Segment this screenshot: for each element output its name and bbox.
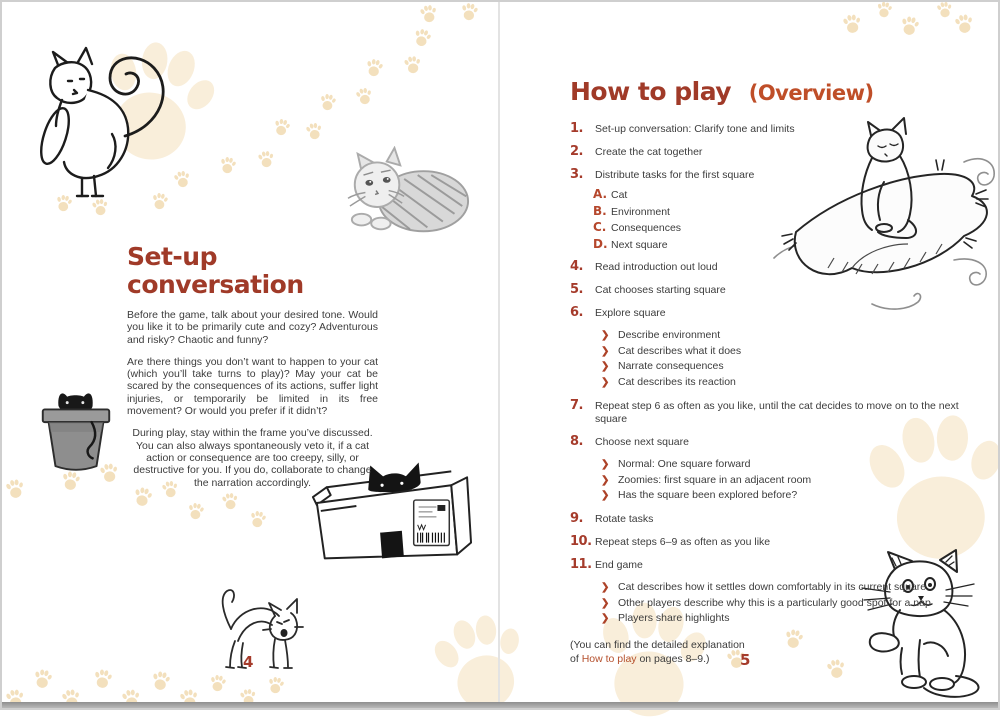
paw-print-decoration <box>150 668 172 693</box>
footnote-line2-suffix: on pages 8–9.) <box>636 653 710 666</box>
paw-print-decoration <box>319 91 337 112</box>
footnote-chapter-reference: How to play <box>581 653 637 666</box>
right-page-title <box>570 70 990 108</box>
paw-print-decoration <box>304 120 323 141</box>
chevron-bullet-icon: ❯ <box>601 613 610 625</box>
step-number: 7. <box>570 397 583 413</box>
step-text: Distribute tasks for the first square <box>595 169 755 181</box>
paw-print-decoration <box>354 85 374 107</box>
paw-print-decoration <box>218 154 237 175</box>
footnote-line1: (You can find the detailed explanation <box>570 639 745 652</box>
list-item <box>570 534 990 549</box>
chevron-bullet-icon: ❯ <box>601 597 610 609</box>
step-text: Cat chooses starting square <box>595 284 726 296</box>
paw-print-decoration <box>403 53 423 75</box>
list-item <box>570 259 990 274</box>
letter-marker: D. <box>593 236 608 251</box>
bullet-text: Cat describes its reaction <box>618 376 736 389</box>
list-item <box>570 144 990 159</box>
bullet-sublist <box>601 580 990 627</box>
bullet-text: Cat describes what it does <box>618 344 742 357</box>
letter-marker: A. <box>593 187 608 201</box>
step-text: Choose next square <box>595 435 689 448</box>
paw-print-decoration <box>899 13 921 38</box>
bullet-text: Zoomies: first square in an adjacent room <box>618 473 812 486</box>
bullet-text: Cat describes how it settles down comfortably in its current square <box>618 580 927 593</box>
paw-print-decoration <box>248 508 267 529</box>
step-number: 4. <box>570 259 583 274</box>
bullet-text: Describe environment <box>618 329 721 341</box>
step-text: Rotate tasks <box>595 512 654 525</box>
chevron-bullet-icon: ❯ <box>601 458 610 470</box>
list-item <box>601 596 990 612</box>
step-text: Explore square <box>595 307 666 319</box>
body-paragraph: During play, stay within the frame you’ve discussed. You can also always spontaneously veto it, if a cat action or consequence are too creepy, silly, or destructive for you. If you do, collaborate to change the narration accordingly. <box>132 427 373 489</box>
step-text: Repeat steps 6–9 as often as you like <box>595 535 771 548</box>
left-page-text-column <box>127 243 378 499</box>
list-item <box>601 375 990 391</box>
list-item <box>601 344 990 360</box>
step-text: End game <box>595 558 643 571</box>
list-item <box>601 457 990 473</box>
paw-print-decoration <box>272 116 292 138</box>
step-number: 6. <box>570 305 583 320</box>
letter-text: Environment <box>611 205 670 218</box>
step-number: 11. <box>570 556 592 572</box>
paw-print-decoration <box>842 11 863 35</box>
paw-print-decoration <box>460 0 480 22</box>
paw-print-decoration <box>936 0 953 19</box>
list-item <box>570 511 990 526</box>
step-text: Set-up conversation: Clarify tone and limits <box>595 123 795 135</box>
chevron-bullet-icon: ❯ <box>601 581 610 593</box>
list-item <box>601 328 990 344</box>
step-number: 5. <box>570 282 583 297</box>
body-paragraph: Are there things you don’t want to happen to your cat (which you’ll take turns to play)? May your cat be scared by the consequences of its actions, suffer light injuries, or temporarily be limited in its free movement? Or would you prefer if it didn’t? <box>127 355 378 418</box>
page-number-left: 4 <box>243 653 254 671</box>
step-number: 2. <box>570 144 583 159</box>
bullet-sublist <box>601 328 990 391</box>
footnote-line2-prefix: of <box>570 653 582 666</box>
chevron-bullet-icon: ❯ <box>601 345 610 357</box>
chevron-bullet-icon: ❯ <box>601 490 610 502</box>
list-item <box>601 580 990 596</box>
list-item <box>593 204 990 221</box>
step-text: Create the cat together <box>595 146 703 158</box>
list-item <box>570 167 990 182</box>
right-page-title-main: How to play <box>570 77 732 106</box>
step-number: 8. <box>570 433 583 449</box>
step-number: 1. <box>570 121 583 136</box>
chevron-bullet-icon: ❯ <box>601 377 610 389</box>
list-item <box>570 305 990 320</box>
list-item <box>570 557 990 572</box>
right-page-text-column <box>570 70 990 666</box>
list-item <box>601 611 990 627</box>
list-item <box>601 488 990 504</box>
cat-in-pot-illustration <box>36 386 116 472</box>
list-item <box>570 398 990 426</box>
letter-text: Consequences <box>611 222 682 234</box>
paw-print-decoration <box>418 2 438 25</box>
list-item <box>593 237 990 254</box>
bullet-text: Other players describe why this is a particularly good spot for a nap <box>618 596 931 609</box>
list-item <box>570 282 990 297</box>
step-text: Repeat step 6 as often as you like, until the cat decides to move on to the next square <box>595 399 959 425</box>
paw-print-decoration <box>187 500 205 521</box>
list-item <box>601 473 990 489</box>
window-bottom-edge <box>0 702 1000 710</box>
paw-print-decoration <box>93 666 114 690</box>
footnote <box>570 638 990 666</box>
left-page-title: Set-up conversation <box>127 242 304 299</box>
list-item <box>593 220 990 237</box>
list-item <box>593 187 990 204</box>
list-item <box>601 359 990 375</box>
chevron-bullet-icon: ❯ <box>601 330 610 341</box>
body-paragraph: Before the game, talk about your desired tone. Would you like it to be primarily cute and cozy? Adventurous and risky? Chaotic and funny? <box>127 309 378 346</box>
sketch-cat-illustration <box>345 146 473 238</box>
bullet-text: Normal: One square forward <box>618 457 751 470</box>
arched-cat-illustration <box>205 585 313 680</box>
letter-text: Next square <box>611 238 668 251</box>
letter-text: Cat <box>611 189 628 201</box>
paw-print-decoration <box>364 56 384 79</box>
list-item <box>570 434 990 449</box>
bullet-text: Players share highlights <box>618 612 730 625</box>
paw-print-decoration <box>257 148 275 169</box>
letter-marker: C. <box>593 220 607 234</box>
list-item <box>570 121 990 136</box>
chevron-bullet-icon: ❯ <box>601 361 610 373</box>
paw-print-decoration <box>876 0 893 19</box>
bullet-text: Has the square been explored before? <box>618 489 798 502</box>
bullet-sublist <box>601 457 990 504</box>
bullet-text: Narrate consequences <box>618 360 724 373</box>
page-gutter-divider <box>498 2 500 702</box>
footnote-line2 <box>570 652 990 666</box>
paw-print-decoration <box>412 25 434 49</box>
paw-print-decoration <box>953 11 975 36</box>
step-number: 3. <box>570 167 583 182</box>
paw-print-decoration <box>4 476 26 501</box>
step-number: 10. <box>570 533 592 549</box>
step-text: Read introduction out loud <box>595 261 718 273</box>
chevron-bullet-icon: ❯ <box>601 474 610 486</box>
page-number-right: 5 <box>740 651 751 669</box>
right-page-title-suffix: (Overview) <box>748 81 874 105</box>
paw-print-decoration <box>32 666 54 691</box>
curvy-cat-illustration <box>22 26 187 201</box>
lettered-sublist <box>593 187 990 253</box>
letter-marker: B. <box>593 203 607 218</box>
step-number: 9. <box>570 510 583 526</box>
